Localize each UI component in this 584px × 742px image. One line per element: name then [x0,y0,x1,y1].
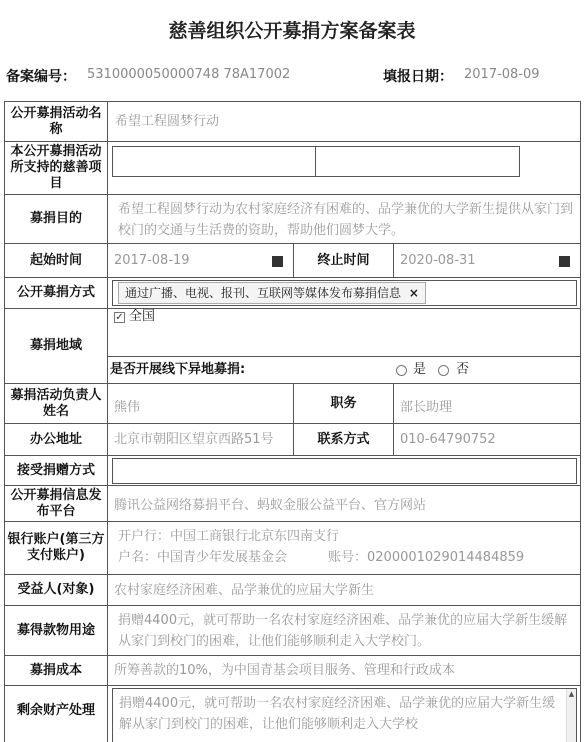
donation-method-input[interactable] [112,458,577,484]
record-no-label: 备案编号： [6,69,76,85]
remaining-label: 剩余财产处理 [16,703,95,718]
method-tag-text: 通过广播、电视、报刊、互联网等媒体发布募捐信息 [125,286,402,300]
contact-value: 010-64790752 [400,432,496,447]
supported-project-label: 本公开募捐活动所支持的慈善项目 [10,144,102,191]
bank-label: 银行账户(第三方支付账户) [7,532,105,563]
radio-yes[interactable] [396,365,407,376]
radio-no-label: 否 [456,362,470,377]
office-value: 北京市朝阳区望京西路51号 [114,432,274,447]
office-label: 办公地址 [29,431,82,447]
supported-project-input-2[interactable] [315,146,520,177]
activity-name-value: 希望工程圆梦行动 [115,114,220,129]
page-title: 慈善组织公开募捐方案备案表 [168,20,416,42]
fill-date-label: 填报日期： [383,69,453,85]
offline-question: 是否开展线下异地募捐: [110,362,246,377]
position-label: 职务 [330,395,357,411]
column-divider [107,101,108,742]
scroll-up-icon[interactable]: ▲ [568,690,575,698]
supported-project-input-1[interactable] [112,146,316,177]
cell-divider [393,243,394,277]
beneficiary-value: 农村家庭经济困难、品学兼优的应届大学新生 [114,583,375,598]
donation-method-label: 接受捐赠方式 [16,462,95,478]
position-value: 部长助理 [400,400,453,415]
fill-date-value: 2017-08-09 [464,67,540,82]
account-number-value: 账号：0200001029014484859 [328,550,525,565]
end-time-label: 终止时间 [317,252,370,268]
region-checkbox-label: 全国 [129,309,156,324]
leader-value: 熊伟 [114,400,141,415]
account-name-value: 户名：中国青少年发展基金会 [118,550,288,565]
calendar-icon[interactable] [559,256,570,267]
cost-label: 募捐成本 [29,662,82,678]
start-time-label: 起始时间 [29,252,82,268]
contact-label: 联系方式 [317,431,370,447]
cost-value: 所筹善款的10%，为中国青基会项目服务、管理和行政成本 [114,663,455,678]
leader-label: 募捐活动负责人姓名 [10,387,102,419]
region-label: 募捐地域 [29,338,82,353]
activity-name-label: 公开募捐活动名称 [10,105,102,137]
row-line [107,356,581,357]
region-checkbox[interactable]: ✓ [115,312,124,323]
radio-yes-label: 是 [413,362,427,377]
bank-name-value: 开户行：中国工商银行北京东四南支行 [118,529,340,544]
usage-value: 捐赠4400元，就可帮助一名农村家庭经济困难、品学兼优的应届大学新生缓解从家门到校门的困难，让他们能够顺利走入大学校门。 [118,613,568,649]
close-icon[interactable]: × [408,286,419,300]
start-date-input[interactable]: 2017-08-19 [114,253,190,268]
method-tag [118,282,426,304]
remaining-value: 捐赠4400元，就可帮助一名农村家庭经济困难、品学兼优的应届大学新生缓解从家门到校门的困难，让他们能够顺利走入大学校 [119,696,556,732]
end-date-input[interactable]: 2020-08-31 [400,253,476,268]
scrollbar[interactable] [566,689,576,742]
usage-label: 募得款物用途 [16,622,95,638]
cell-divider [393,383,394,455]
purpose-label: 募捐目的 [29,211,82,226]
radio-no[interactable] [438,365,449,376]
calendar-icon[interactable] [272,256,283,267]
record-no-value: 5310000050000748 78A17002 [87,67,291,82]
remaining-textarea[interactable] [112,688,577,742]
method-label: 公开募捐方式 [16,285,95,300]
platform-label: 公开募捐信息发布平台 [10,487,102,519]
purpose-value: 希望工程圆梦行动为农村家庭经济有困难的、品学兼优的大学新生提供从家门到校门的交通与生活费的资助，帮助他们圆梦大学。 [118,202,574,238]
platform-value: 腾讯公益网络募捐平台、蚂蚁金服公益平台、官方网站 [114,498,427,513]
beneficiary-label: 受益人(对象) [17,582,95,597]
